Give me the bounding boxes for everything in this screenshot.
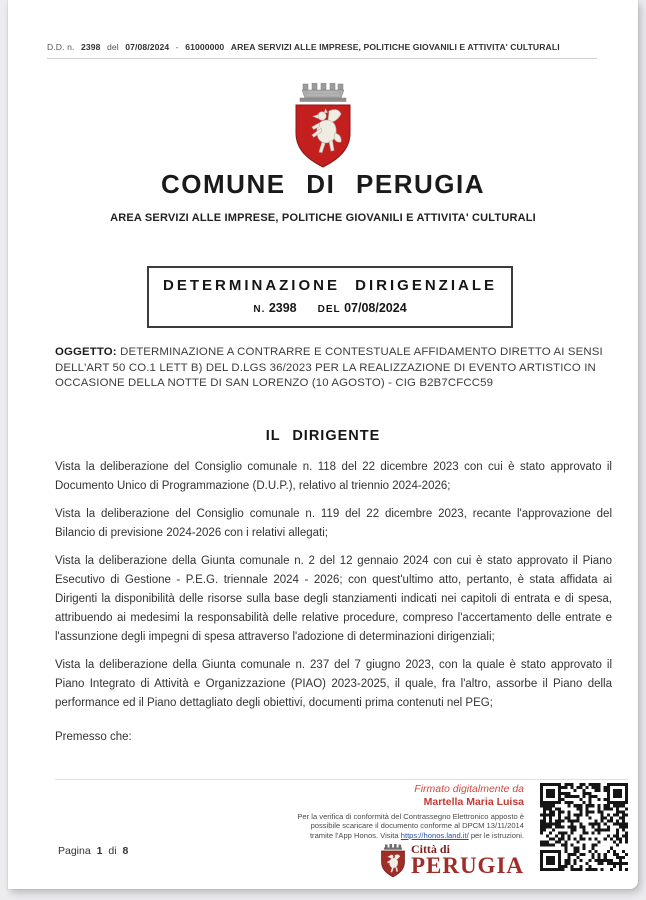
area-name: AREA SERVIZI ALLE IMPRESE, POLITICHE GIOVANILI E ATTIVITA' CULTURALI [230, 42, 560, 52]
subject-paragraph [55, 345, 612, 392]
dd-label: D.D. n. [47, 42, 75, 52]
office-code: 61000000 [185, 42, 225, 52]
perugia-griffin-crest-icon [291, 83, 355, 171]
determination-number-line [149, 301, 511, 315]
commune-title: COMUNE DI PERUGIA [161, 169, 485, 199]
determination-title: DETERMINAZIONE DIRIGENZIALE [162, 277, 497, 294]
document-reference-header [47, 42, 597, 59]
of-label: di [108, 845, 117, 857]
n-label: N. [253, 304, 266, 315]
page-label: Pagina [58, 845, 91, 857]
paragraph-3: Vista la deliberazione della Giunta comunale n. 2 del 12 gennaio 2024 con cui è stato approvato il Piano Esecutivo di Gestione - P.E.G. triennale 2024 - 2026; con quest'ultimo atto, pertanto, è stata affidata ai Dirigenti la disponibilità delle risorse sulla base degli stanziamenti indicati nei capitoli di entrata e di spesa, attribuendo ai medesimi la responsabilità delle relative procedure, compreso l'accertamento delle entrate e l'assunzione degli impegni di spesa attraverso l'adozione di determinazioni dirigenziali; [55, 555, 612, 643]
city-logo-text-small: Città di [410, 842, 450, 857]
body-paragraphs [55, 458, 612, 743]
signer-name: Martella Maria Luisa [423, 796, 524, 808]
dd-date: 07/08/2024 [125, 42, 170, 52]
city-of-perugia-logo [286, 844, 524, 878]
page-number: 1 [96, 845, 103, 857]
determination-box [147, 266, 513, 328]
dirigente-heading: IL DIRIGENTE [265, 428, 381, 444]
verification-text-before: Per la verifica di conformità del Contrassegno Elettronico apposto è possibile scaricare il documento conforme al DPCM 13/11/2014 tramite l'App Honos. Visita [297, 812, 524, 840]
subject-text: DETERMINAZIONE A CONTRARRE E CONTESTUALE AFFIDAMENTO DIRETTO AI SENSI DELL'ART 50 CO.1 LETT B) DEL D.LGS 36/2023 PER LA REALIZZAZIONE DI EVENTO ARTISTICO IN OCCASIONE DELLA NOTTE DI SAN LORENZO (10 AGOSTO) - CIG B2B7CFCC59 [55, 346, 603, 390]
verification-text-after: per le istruzioni. [468, 830, 524, 840]
paragraph-1: Vista la deliberazione del Consiglio comunale n. 118 del 22 dicembre 2023 con cui è stato approvato il Documento Unico di Programmazione (D.U.P.), relativo al triennio 2024-2026; [55, 461, 612, 492]
determination-number: 2398 [268, 301, 297, 315]
subject-label: OGGETTO: [55, 346, 117, 358]
paragraph-4: Vista la deliberazione della Giunta comunale n. 237 del 7 giugno 2023, con la quale è stato approvato il Piano Integrato di Attività e Organizzazione (PIAO) 2023-2025, il quale, fra l'altro, assorbe il Piano della performance ed il Piano dettagliato degli obiettivi, documenti prima contenuti nel PEG; [55, 659, 612, 709]
verification-note [286, 812, 524, 840]
dash: - [175, 42, 179, 52]
del-label: DEL [317, 304, 341, 315]
city-logo-text-large: PERUGIA [410, 853, 524, 879]
qr-code-icon [540, 783, 628, 871]
dd-number: 2398 [80, 42, 101, 52]
signature-separator [55, 779, 628, 780]
document-page [8, 0, 638, 889]
page-footer [58, 845, 131, 857]
paragraph-2: Vista la deliberazione del Consiglio comunale n. 119 del 22 dicembre 2023, recante l'approvazione del Bilancio di previsione 2024-2026 con i relativi allegati; [55, 508, 612, 539]
del-label: del [106, 42, 119, 52]
honos-link[interactable]: https://honos.land.it/ [400, 830, 469, 840]
perugia-shield-small-icon [380, 844, 406, 878]
signed-digitally-label: Firmato digitalmente da [414, 783, 524, 795]
premise-line: Premesso che: [55, 731, 132, 743]
digital-signature-block [55, 783, 628, 878]
area-subtitle: AREA SERVIZI ALLE IMPRESE, POLITICHE GIOVANILI E ATTIVITA' CULTURALI [110, 212, 536, 224]
determination-date: 07/08/2024 [344, 301, 407, 315]
total-pages: 8 [122, 845, 129, 857]
